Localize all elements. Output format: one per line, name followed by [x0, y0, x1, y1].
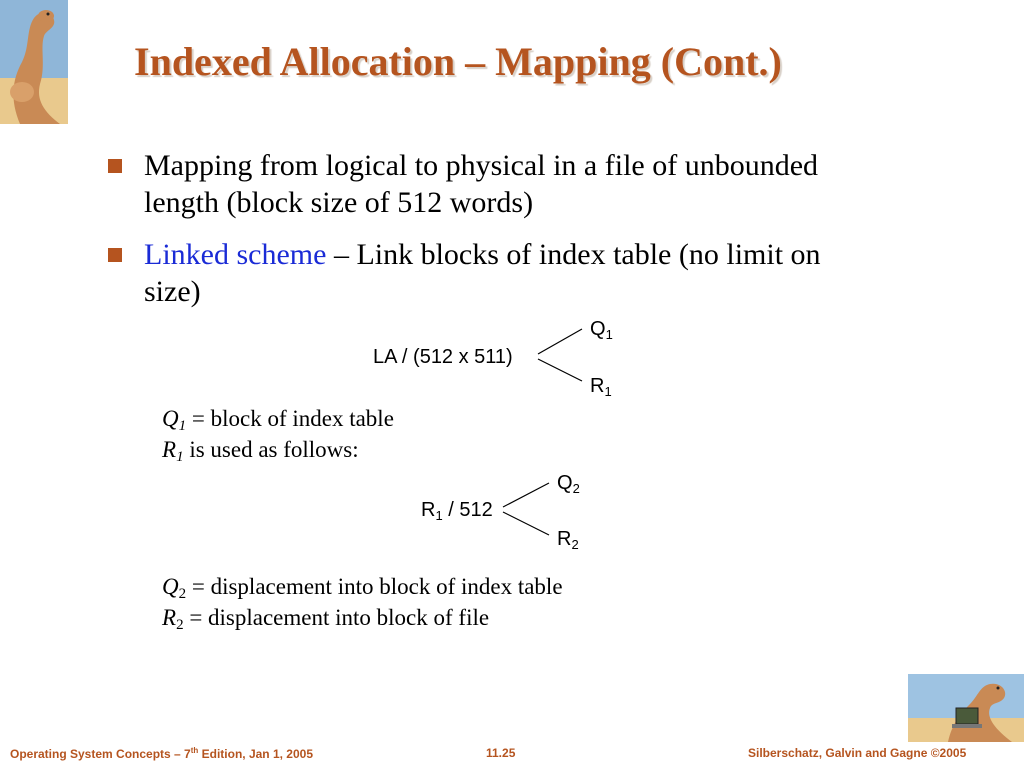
diagram1-quotient: $Q_1$	[590, 318, 613, 342]
diagram2-remainder: $R_2$	[557, 528, 579, 552]
definition-line: $R_2$ = displacement into block of file	[162, 605, 490, 633]
definition-line: $R_1$ is used as follows:	[162, 437, 359, 465]
branch-line	[503, 512, 549, 535]
bullet-text: – Link blocks of index table (no limit on size)	[144, 238, 821, 308]
definition-line: $Q_2$ = displacement into block of index table	[162, 574, 563, 602]
diagram2-quotient: $Q_2$	[557, 472, 580, 496]
slide-title: Indexed Allocation – Mapping (Cont.)	[134, 39, 782, 84]
branch-line	[538, 329, 582, 354]
footer-page-number: 11.25	[486, 746, 516, 760]
footer-book-title: Operating System Concepts – 7th Edition, Jan 1, 2005	[10, 746, 314, 761]
definition-line: $Q_1$ = block of index table	[162, 406, 394, 434]
bullet-text: Mapping from logical to physical in a file of unbounded length (block size of 512 words)	[144, 149, 819, 219]
footer-authors: Silberschatz, Galvin and Gagne ©2005	[748, 746, 967, 760]
diagram1-remainder: $R_1$	[590, 375, 612, 399]
branch-line	[538, 359, 582, 381]
dinosaur-laptop-icon	[908, 674, 1024, 742]
diagram2-expression: $R_1 / 512$	[421, 499, 493, 523]
branch-line	[503, 483, 549, 507]
diagram1-expression: LA / (512 x 511)	[373, 346, 513, 368]
linked-scheme-term: Linked scheme	[144, 238, 327, 271]
